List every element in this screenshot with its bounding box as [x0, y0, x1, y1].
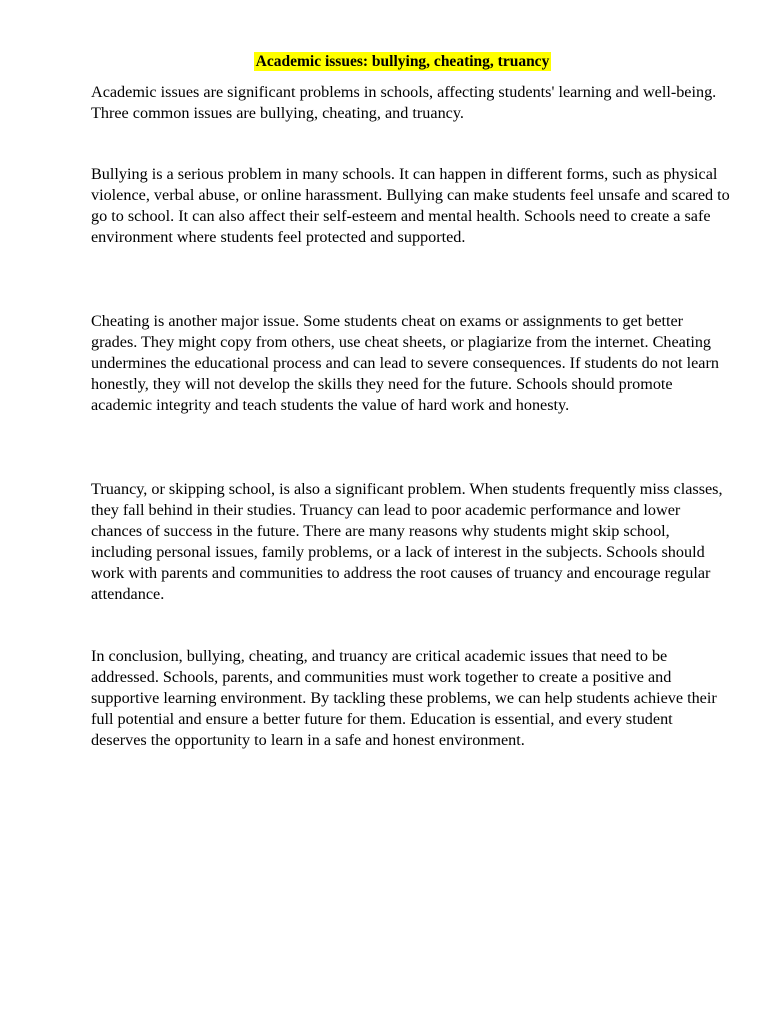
paragraph-conclusion: In conclusion, bullying, cheating, and truancy are critical academic issues that need to be addressed. Schools, parents, and communities must work together to create a positive and supportive learning environment. By tackling these problems, we can help students achieve their full potential and ensure a better future for them. Education is essential, and every student deserves the opportunity to learn in a safe and honest environment.	[91, 647, 717, 749]
paragraph-cheating: Cheating is another major issue. Some students cheat on exams or assignments to get better grades. They might copy from others, use cheat sheets, or plagiarize from the internet. Cheating undermines the educational process and can lead to severe consequences. If students do not learn honestly, they will not develop the skills they need for the future. Schools should promote academic integrity and teach students the value of hard work and honesty.	[91, 312, 719, 414]
paragraph-introduction: Academic issues are significant problems in schools, affecting students' learning and well-being. Three common issues are bullying, cheating, and truancy.	[91, 83, 717, 122]
title-container	[0, 52, 768, 71]
paragraph-bullying: Bullying is a serious problem in many schools. It can happen in different forms, such as physical violence, verbal abuse, or online harassment. Bullying can make students feel unsafe and scared to go to school. It can also affect their self-esteem and mental health. Schools need to create a safe environment where students feel protected and supported.	[91, 165, 730, 246]
paragraph-truancy: Truancy, or skipping school, is also a significant problem. When students frequently miss classes, they fall behind in their studies. Truancy can lead to poor academic performance and lower chances of success in the future. There are many reasons why students might skip school, including personal issues, family problems, or a lack of interest in the subjects. Schools should work with parents and communities to address the root causes of truancy and encourage regular attendance.	[91, 480, 723, 603]
document-title: Academic issues: bullying, cheating, truancy	[255, 53, 550, 70]
